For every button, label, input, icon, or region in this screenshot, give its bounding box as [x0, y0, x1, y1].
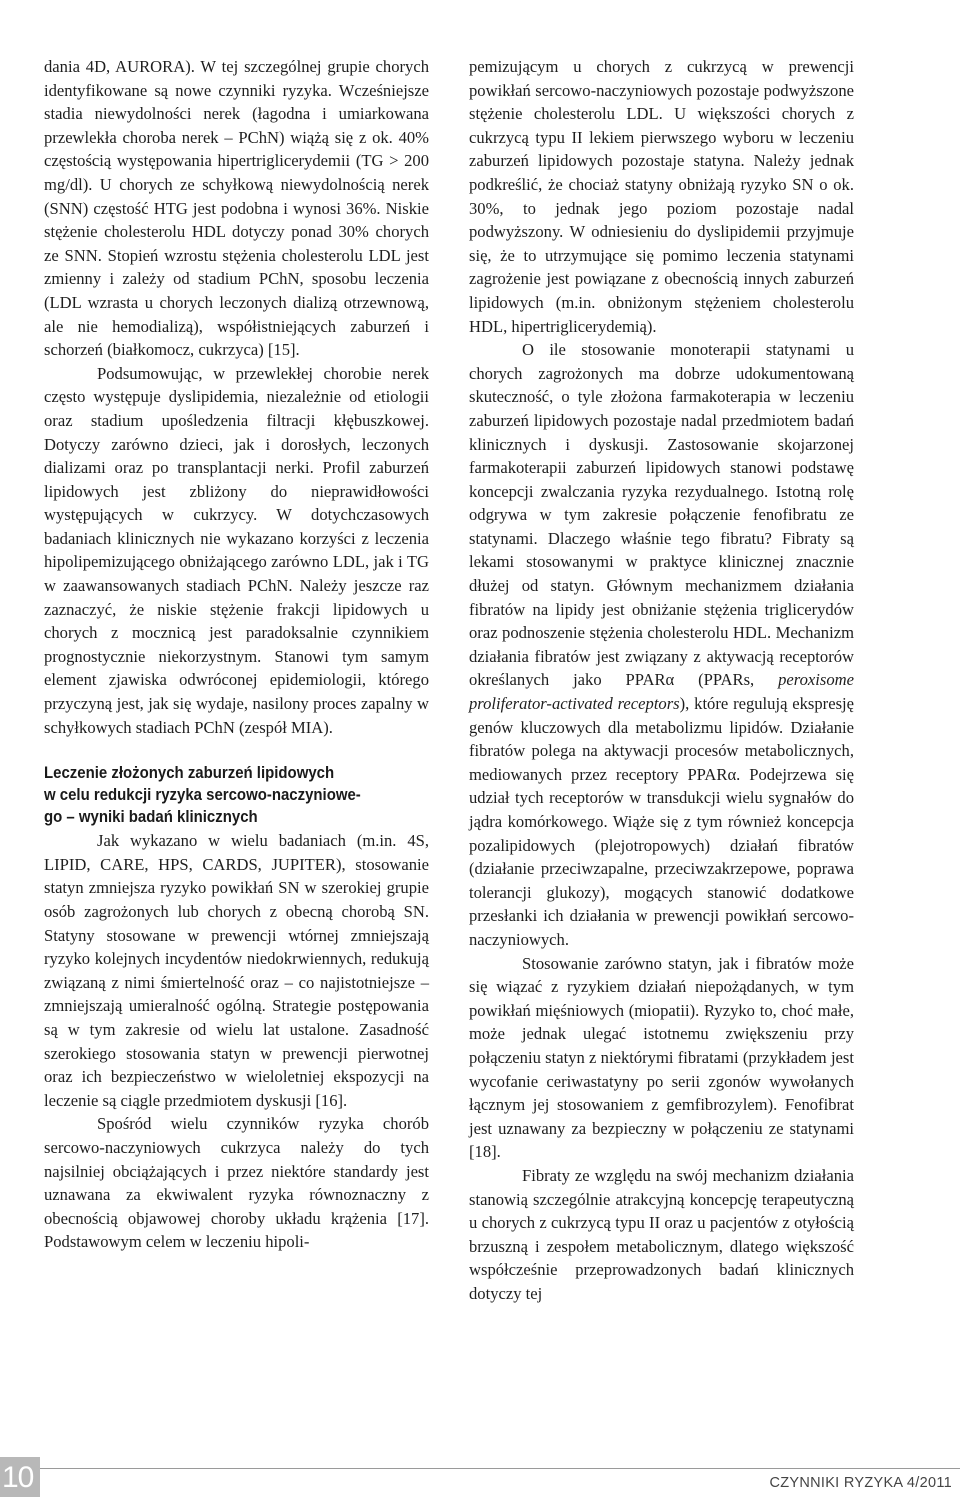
footer-rule: [0, 1468, 960, 1469]
page-number: 10: [2, 1461, 34, 1494]
italic-term: peroxisome proliferator-activated receptors: [469, 670, 854, 714]
heading-line: w celu redukcji ryzyka sercowo-naczyniowe-: [44, 785, 361, 805]
paragraph: dania 4D, AURORA). W tej szczególnej grupie chorych identyfikowane są nowe czynniki ryzyka. Wcześniejsze stadia niewydolności nerek (łagodna i umiarkowana przewlekła choroba nerek – PChN) wiążą się z ok. 40% częstością występowania hipertriglicerydemii (TG > 200 mg/dl). U chorych ze schyłkową niewydolnością nerek (SNN) częstość HTG jest podobna i wynosi 36%. Niskie stężenie cholesterolu HDL dotyczy ponad 30% chorych ze SNN. Stopień wzrostu stężenia cholesterolu LDL jest zmienny i zależy od stadium PChN, sposobu leczenia (LDL wzrasta u chorych leczonych dializą otrzewnową, ale nie hemodializą), współistniejących zaburzeń i schorzeń (białkomocz, cukrzyca) [15].: [44, 57, 429, 360]
heading-line: go – wyniki badań klinicznych: [44, 807, 258, 827]
paragraph: Fibraty ze względu na swój mechanizm działania stanowią szczególnie atrakcyjną koncepcję terapeutyczną u chorych z cukrzycą typu II oraz u pacjentów z otyłością brzuszną i zespołem metabolicznym, dlatego większość współcześnie przeprowadzonych badań klinicznych dotyczy tej: [469, 1165, 854, 1303]
paragraph-text: O ile stosowanie monoterapii statynami u chorych zagrożonych ma dobrze udokumentowaną skuteczność, o tyle złożona farmakoterapia w leczeniu zaburzeń lipidowych pozostaje nadal przedmiotem badań klinicznych i dyskusji. Zastosowanie skojarzonej farmakoterapii zaburzeń lipidowych stanowi podstawę koncepcji zwalczania ryzyka rezydualnego. Istotną rolę odgrywa w tym zakresie połączenie fenofibratu ze statynami. Dlaczego właśnie tego fibratu? Fibraty są lekami stosowanymi w praktyce klinicznej znacznie dłużej od statyn. Głównym mechanizmem działania fibratów na lipidy jest obniżanie stężenia triglicerydów oraz podnoszenie stężenia cholesterolu HDL. Mechanizm działania fibratów jest związany z aktywacją receptorów określanych jako PPARα (PPARs,: [469, 340, 854, 690]
heading-line: Leczenie złożonych zaburzeń lipidowych: [44, 763, 335, 783]
paragraph: Podsumowując, w przewlekłej chorobie nerek często występuje dyslipidemia, niezależnie od etiologii oraz stadium upośledzenia filtracji kłębuszkowej. Dotyczy zarówno dzieci, jak i dorosłych, leczonych dializami oraz po transplantacji nerki. Profil zaburzeń lipidowych jest zbliżony do nieprawidłowości występujących w cukrzycy. W dotychczasowych badaniach klinicznych nie wykazano korzyści z leczenia hipolipemizującego obniżającego zarówno LDL, jak i TG w zaawansowanych stadiach PChN. Należy jeszcze raz zaznaczyć, że niskie stężenie frakcji lipidowych u chorych z mocznicą jest paradoksalnie czynnikiem prognostycznie niekorzystnym. Stanowi tym samym element zjawiska odwróconej epidemiologii, którego przyczyną jest, jak się wydaje, nasilony proces zapalny w schyłkowych stadiach PChN (zespół MIA).: [44, 363, 429, 737]
journal-title: CZYNNIKI RYZYKA 4/2011: [769, 1475, 952, 1491]
section-heading: [44, 762, 428, 828]
paragraph: pemizującym u chorych z cukrzycą w prewencji powikłań sercowo-naczyniowych pozostaje podwyższone stężenie cholesterolu LDL. U większości chorych z cukrzycą typu II lekiem pierwszego wyboru w leczeniu zaburzeń lipidowych pozostaje statyna. Należy jednak podkreślić, że chociaż statyny obniżają ryzyko SN o ok. 30%, to jednak jego poziom pozostaje nadal podwyższony. W odniesieniu do dyslipidemii przyjmuje się, że to utrzymujące się pomimo leczenia statynami zagrożenie jest powiązane z obecnością innych zaburzeń lipidowych (m.in. obniżonym stężeniem cholesterolu HDL, hipertriglicerydemią).: [469, 57, 854, 336]
paragraph: Stosowanie zarówno statyn, jak i fibratów może się wiązać z ryzykiem działań niepożądanych, w tym powikłań mięśniowych (miopatii). Ryzyko to, choć małe, może jednak ulegać istotnemu zwiększeniu przy połączeniu statyn z niektórymi fibratami (przykładem jest wycofanie ceriwastatyny po serii zgonów wywołanych łącznym jej stosowaniem z gemfibrozylem). Fenofibrat jest uznawany za bezpieczny w połączeniu ze statynami [18].: [469, 953, 854, 1162]
right-column: [469, 55, 854, 1305]
left-column: [44, 55, 429, 1254]
paragraph: Jak wykazano w wielu badaniach (m.in. 4S, LIPID, CARE, HPS, CARDS, JUPITER), stosowanie statyn zmniejsza ryzyko powikłań SN w szerokiej grupie osób zagrożonych lub chorych z obecną chorobą SN. Statyny stosowane w prewencji wtórnej zmniejszają ryzyko kolejnych incydentów niedokrwiennych, redukują związaną z nimi śmiertelność oraz – co najistotniejsze – zmniejszają umieralność ogólną. Strategie postępowania są w tym zakresie od wielu lat ustalone. Zasadność szerokiego stosowania statyn w prewencji pierwotnej oraz ich bezpieczeństwo w wieloletniej ekspozycji na leczenie są ciągle przedmiotem dyskusji [16].: [44, 831, 429, 1110]
paragraph: Spośród wielu czynników ryzyka chorób sercowo-naczyniowych cukrzyca należy do tych najsilniej obciążających i przez niektóre standardy jest uznawana za ekwiwalent ryzyka równoznaczny z obecnością objawowej choroby układu krążenia [17]. Podstawowym celem w leczeniu hipoli-: [44, 1114, 429, 1252]
paragraph-text: ), które regulują ekspresję genów kluczowych dla metabolizmu lipidów. Działanie fibratów polega na aktywacji procesów metabolicznych, mediowanych przez receptory PPARα. Podejrzewa się udział tych receptorów w transdukcji wielu sygnałów do jądra komórkowego. Wiąże się z tym również koncepcja pozalipidowych (plejotropowych) działań fibratów (działanie przeciwzapalne, przeciwzakrzepowe, poprawa tolerancji glukozy), mogących stanowić dodatkowe przesłanki ich działania w prewencji powikłań sercowo-naczyniowych.: [469, 694, 855, 949]
paragraph: [469, 338, 854, 951]
